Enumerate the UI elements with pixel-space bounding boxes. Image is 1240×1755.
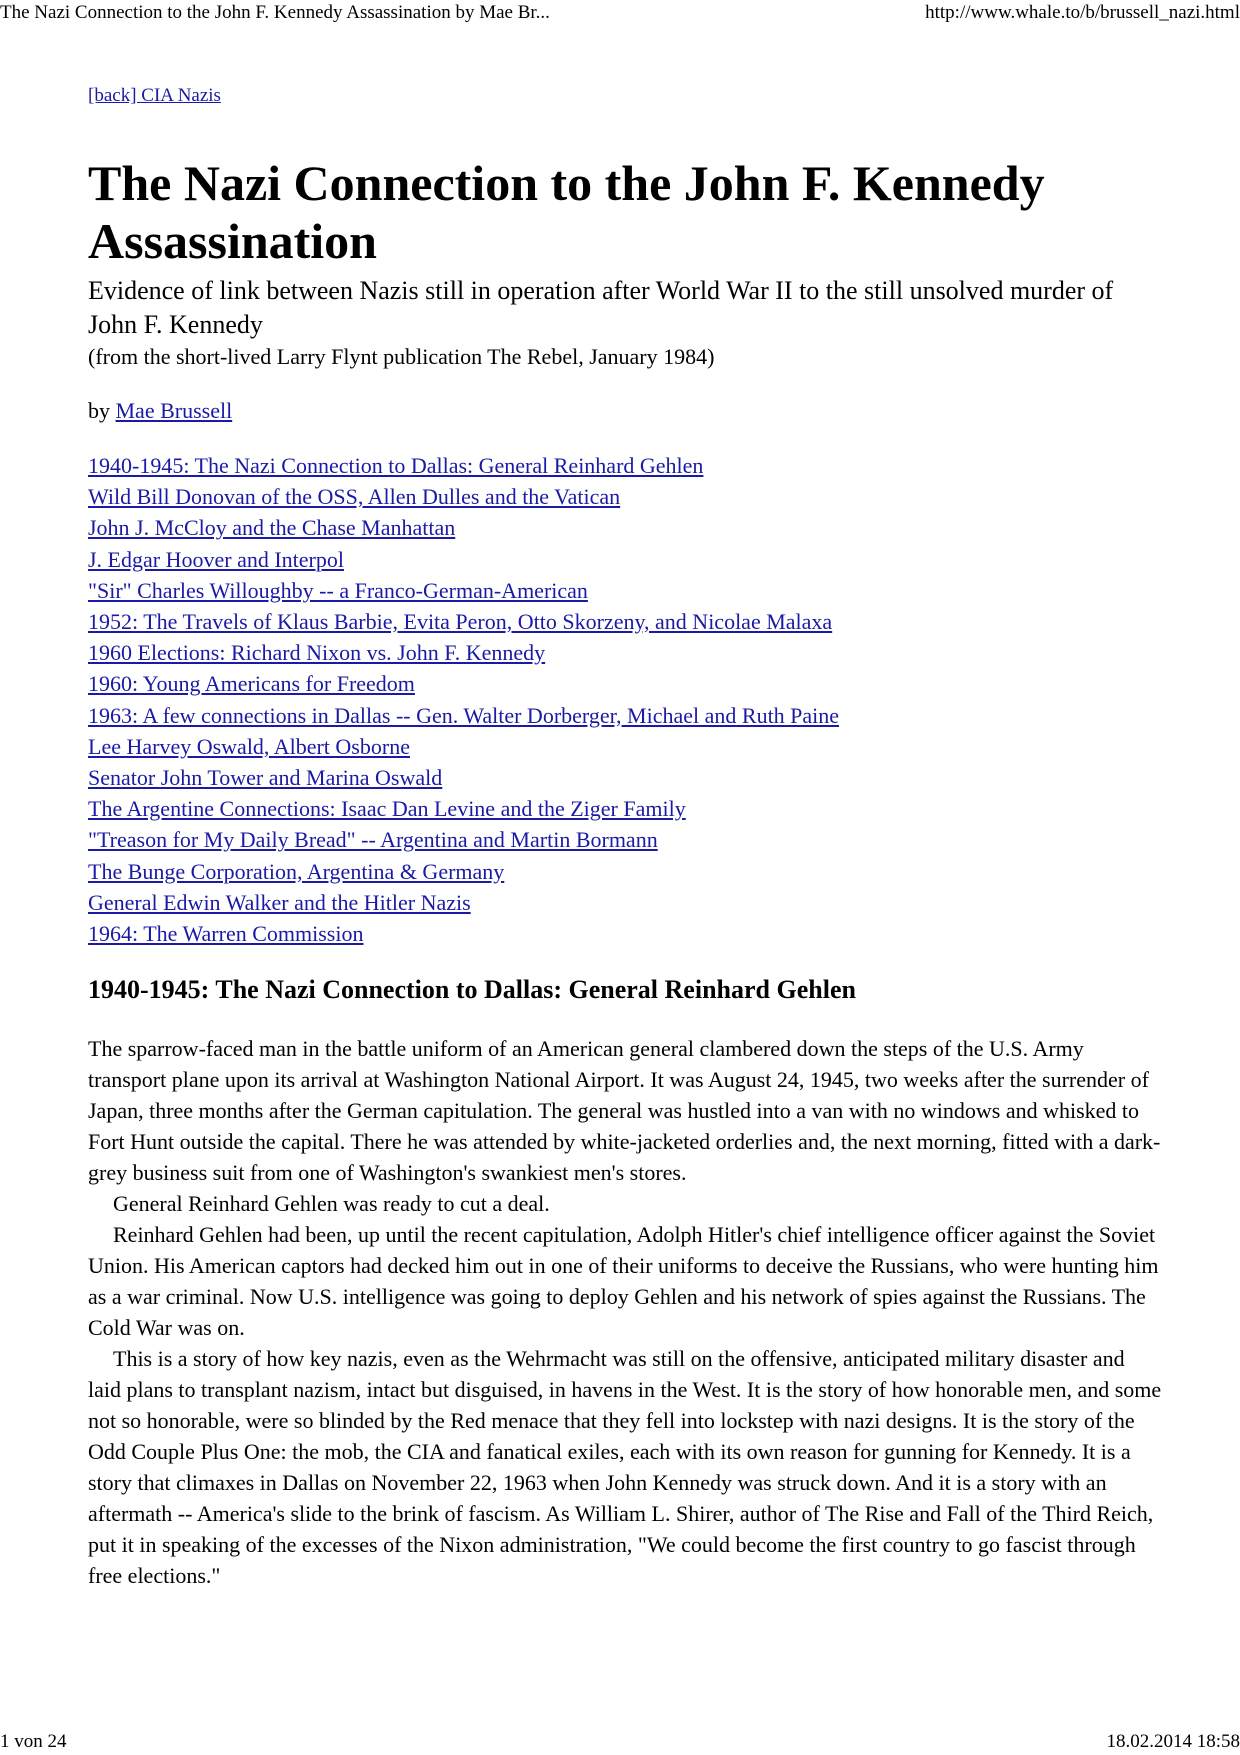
paragraph: This is a story of how key nazis, even as the Wehrmacht was still on the offensive, anticipated military disaster and laid plans to transplant nazism, intact but disguised, in havens in the West. It is the story of how honorable men, and some not so honorable, were so blinded by the Red menace that they fell into lockstep with nazi designs. It is the story of the Odd Couple Plus One: the mob, the CIA and fanatical exiles, each with its own reason for gunning for Kennedy. It is a story that climaxes in Dallas on November 22, 1963 when John Kennedy was struck down. And it is a story with an aftermath -- America's slide to the brink of fascism. As William L. Shirer, author of The Rise and Fall of the Third Reich, put it in speaking of the excesses of the Nixon administration, "We could become the first country to go fascist through free elections." — [88, 1346, 1162, 1589]
toc-item — [88, 762, 1163, 793]
toc-item — [88, 731, 1163, 762]
toc-link-elections-1960[interactable]: 1960 Elections: Richard Nixon vs. John F. Kennedy — [88, 640, 546, 666]
table-of-contents — [88, 450, 1163, 949]
toc-item — [88, 793, 1163, 824]
toc-link-warren[interactable]: 1964: The Warren Commission — [88, 921, 364, 947]
source-note: (from the short-lived Larry Flynt publication The Rebel, January 1984) — [88, 344, 715, 369]
toc-link-barbie[interactable]: 1952: The Travels of Klaus Barbie, Evita Peron, Otto Skorzeny, and Nicolae Malaxa — [88, 609, 833, 635]
print-header-title: The Nazi Connection to the John F. Kennedy Assassination by Mae Br... — [0, 2, 550, 23]
toc-item — [88, 918, 1163, 949]
toc-item — [88, 575, 1163, 606]
toc-item — [88, 668, 1163, 699]
toc-item — [88, 512, 1163, 543]
toc-link-mccloy[interactable]: John J. McCloy and the Chase Manhattan — [88, 515, 456, 541]
toc-link-treason[interactable]: "Treason for My Daily Bread" -- Argentina and Martin Bormann — [88, 827, 658, 853]
toc-item — [88, 700, 1163, 731]
toc-link-argentine[interactable]: The Argentine Connections: Isaac Dan Levine and the Ziger Family — [88, 796, 686, 822]
toc-item — [88, 544, 1163, 575]
toc-link-dallas-1963[interactable]: 1963: A few connections in Dallas -- Gen. Walter Dorberger, Michael and Ruth Paine — [88, 702, 840, 728]
toc-link-willoughby[interactable]: "Sir" Charles Willoughby -- a Franco-German-American — [88, 577, 588, 603]
toc-item — [88, 824, 1163, 855]
print-header-url: http://www.whale.to/b/brussell_nazi.html — [925, 2, 1240, 23]
page-number: 1 von 24 — [0, 1731, 67, 1752]
print-footer — [0, 1729, 1240, 1755]
section-heading: 1940-1945: The Nazi Connection to Dallas: General Reinhard Gehlen — [88, 975, 856, 1005]
toc-item — [88, 856, 1163, 887]
toc-item — [88, 481, 1163, 512]
author-link[interactable]: Mae Brussell — [115, 398, 233, 423]
page-title: The Nazi Connection to the John F. Kennedy Assassination — [88, 155, 1045, 269]
section-body — [88, 1033, 1163, 1591]
paragraph: The sparrow-faced man in the battle uniform of an American general clambered down the steps of the U.S. Army transport plane upon its arrival at Washington National Airport. It was August 24, 1945, two weeks after the surrender of Japan, three months after the German capitulation. The general was hustled into a van with no windows and whisked to Fort Hunt outside the capital. There he was attended by white-jacketed orderlies and, the next morning, fitted with a dark-grey business suit from one of Washington's swankiest men's stores. — [88, 1036, 1161, 1186]
byline — [88, 396, 1163, 426]
toc-link-gehlen[interactable]: 1940-1945: The Nazi Connection to Dallas: General Reinhard Gehlen — [88, 453, 704, 478]
toc-link-young-americans[interactable]: 1960: Young Americans for Freedom — [88, 671, 415, 697]
toc-link-walker[interactable]: General Edwin Walker and the Hitler Nazis — [88, 889, 471, 915]
print-datetime: 18.02.2014 18:58 — [1106, 1731, 1240, 1752]
paragraph: General Reinhard Gehlen was ready to cut a deal. — [113, 1191, 550, 1217]
toc-link-bunge[interactable]: The Bunge Corporation, Argentina & Germany — [88, 858, 505, 884]
toc-item — [88, 450, 1163, 481]
paragraph: Reinhard Gehlen had been, up until the recent capitulation, Adolph Hitler's chief intelligence officer against the Soviet Union. His American captors had decked him out in one of their uniforms to deceive the Russians, who were hunting him as a war criminal. Now U.S. intelligence was going to deploy Gehlen and his network of spies against the Russians. The Cold War was on. — [88, 1222, 1159, 1341]
back-link[interactable]: [back] CIA Nazis — [88, 85, 221, 106]
toc-link-donovan[interactable]: Wild Bill Donovan of the OSS, Allen Dulles and the Vatican — [88, 484, 621, 510]
toc-item — [88, 606, 1163, 637]
toc-link-tower[interactable]: Senator John Tower and Marina Oswald — [88, 765, 443, 791]
subtitle: Evidence of link between Nazis still in operation after World War II to the still unsolved murder of John F. Kennedy — [88, 276, 1114, 339]
toc-item — [88, 637, 1163, 668]
article — [88, 84, 1163, 1591]
byline-prefix: by — [88, 398, 110, 423]
toc-link-hoover[interactable]: J. Edgar Hoover and Interpol — [88, 546, 344, 572]
print-header — [0, 0, 1240, 26]
toc-link-oswald[interactable]: Lee Harvey Oswald, Albert Osborne — [88, 733, 410, 759]
toc-item — [88, 887, 1163, 918]
